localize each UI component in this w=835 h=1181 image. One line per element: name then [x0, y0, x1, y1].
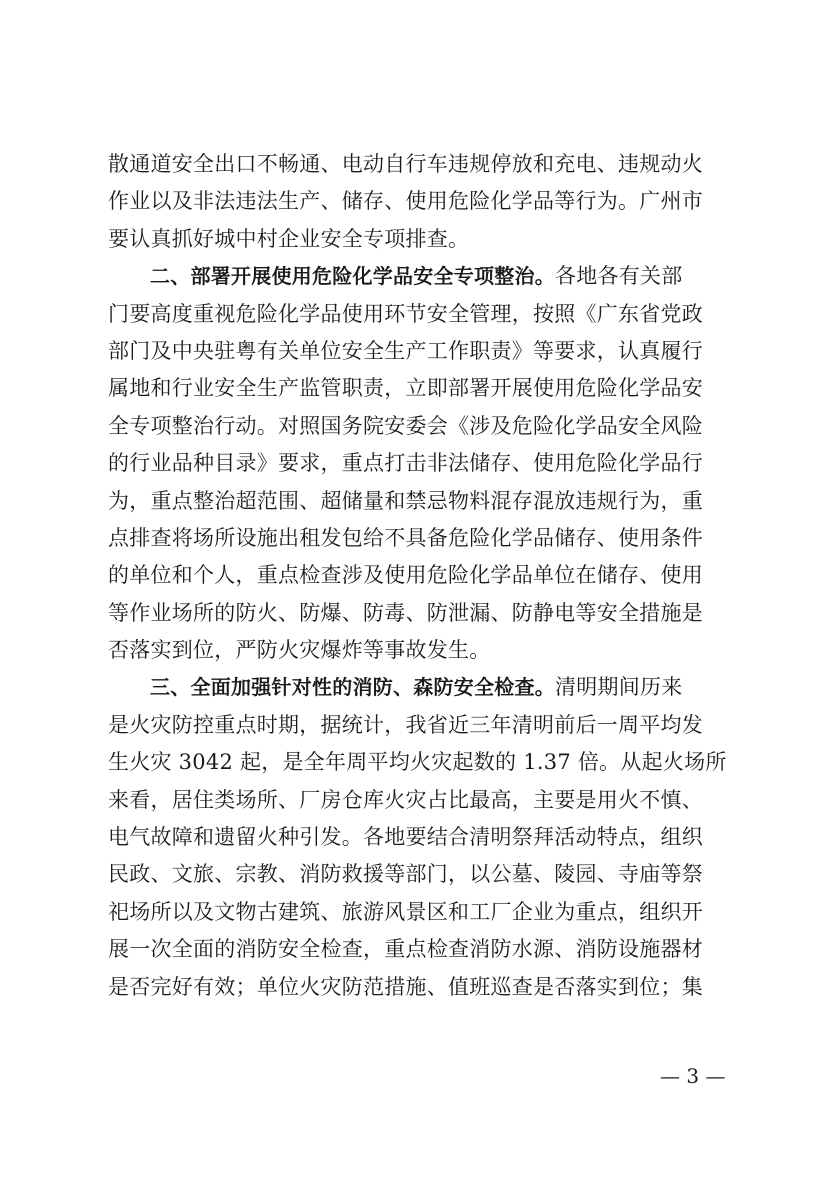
text-line: 门要高度重视危险化学品使用环节安全管理，按照《广东省党政	[108, 301, 703, 326]
section-3-heading: 三、全面加强针对性的消防、森防安全检查。	[150, 675, 555, 700]
text-line: 属地和行业安全生产监管职责，立即部署开展使用危险化学品安	[108, 376, 703, 401]
text-line: 来看，居住类场所、厂房仓库火灾占比最高，主要是用火不慎、	[108, 787, 703, 812]
text-line: 等作业场所的防火、防爆、防毒、防泄漏、防静电等安全措施是	[108, 600, 703, 625]
text-line: 散通道安全出口不畅通、电动自行车违规停放和充电、违规动火	[108, 152, 703, 176]
text-line: 否落实到位，严防火灾爆炸等事故发生。	[108, 638, 491, 663]
section-3	[108, 669, 728, 1006]
text-line: 作业以及非法违法生产、储存、使用危险化学品等行为。广州市	[108, 189, 703, 214]
document-body	[108, 146, 728, 1006]
text-line: 是火灾防控重点时期，据统计，我省近三年清明前后一周平均发	[108, 712, 703, 737]
text-line: 生火灾 3042 起，是全年周平均火灾起数的 1.37 倍。从起火场所	[108, 750, 727, 775]
section-2-lead-text: 各地各有关部	[555, 264, 683, 289]
section-2	[108, 258, 728, 669]
page-number: — 3 —	[660, 1064, 726, 1088]
text-line: 要认真抓好城中村企业安全专项排查。	[108, 226, 470, 251]
text-line: 全专项整治行动。对照国务院安委会《涉及危险化学品安全风险	[108, 413, 703, 438]
text-line: 的单位和个人，重点检查涉及使用危险化学品单位在储存、使用	[108, 563, 703, 588]
text-line: 民政、文旅、宗教、消防救援等部门，以公墓、陵园、寺庙等祭	[108, 862, 703, 887]
text-line: 是否完好有效；单位火灾防范措施、值班巡查是否落实到位；集	[108, 974, 703, 999]
text-line: 部门及中央驻粤有关单位安全生产工作职责》等要求，认真履行	[108, 338, 703, 363]
text-line: 祀场所以及文物古建筑、旅游风景区和工厂企业为重点，组织开	[108, 899, 703, 924]
text-line: 电气故障和遗留火种引发。各地要结合清明祭拜活动特点，组织	[108, 825, 703, 850]
text-line: 点排查将场所设施出租发包给不具备危险化学品储存、使用条件	[108, 525, 703, 550]
paragraph-1	[108, 146, 728, 258]
text-line: 展一次全面的消防安全检查，重点检查消防水源、消防设施器材	[108, 937, 703, 962]
text-line: 的行业品种目录》要求，重点打击非法储存、使用危险化学品行	[108, 451, 703, 476]
text-line: 为，重点整治超范围、超储量和禁忌物料混存混放违规行为，重	[108, 488, 703, 513]
section-3-lead-text: 清明期间历来	[555, 675, 683, 700]
section-2-first-line	[108, 258, 728, 295]
section-3-first-line	[108, 669, 728, 706]
section-2-heading: 二、部署开展使用危险化学品安全专项整治。	[150, 264, 555, 289]
